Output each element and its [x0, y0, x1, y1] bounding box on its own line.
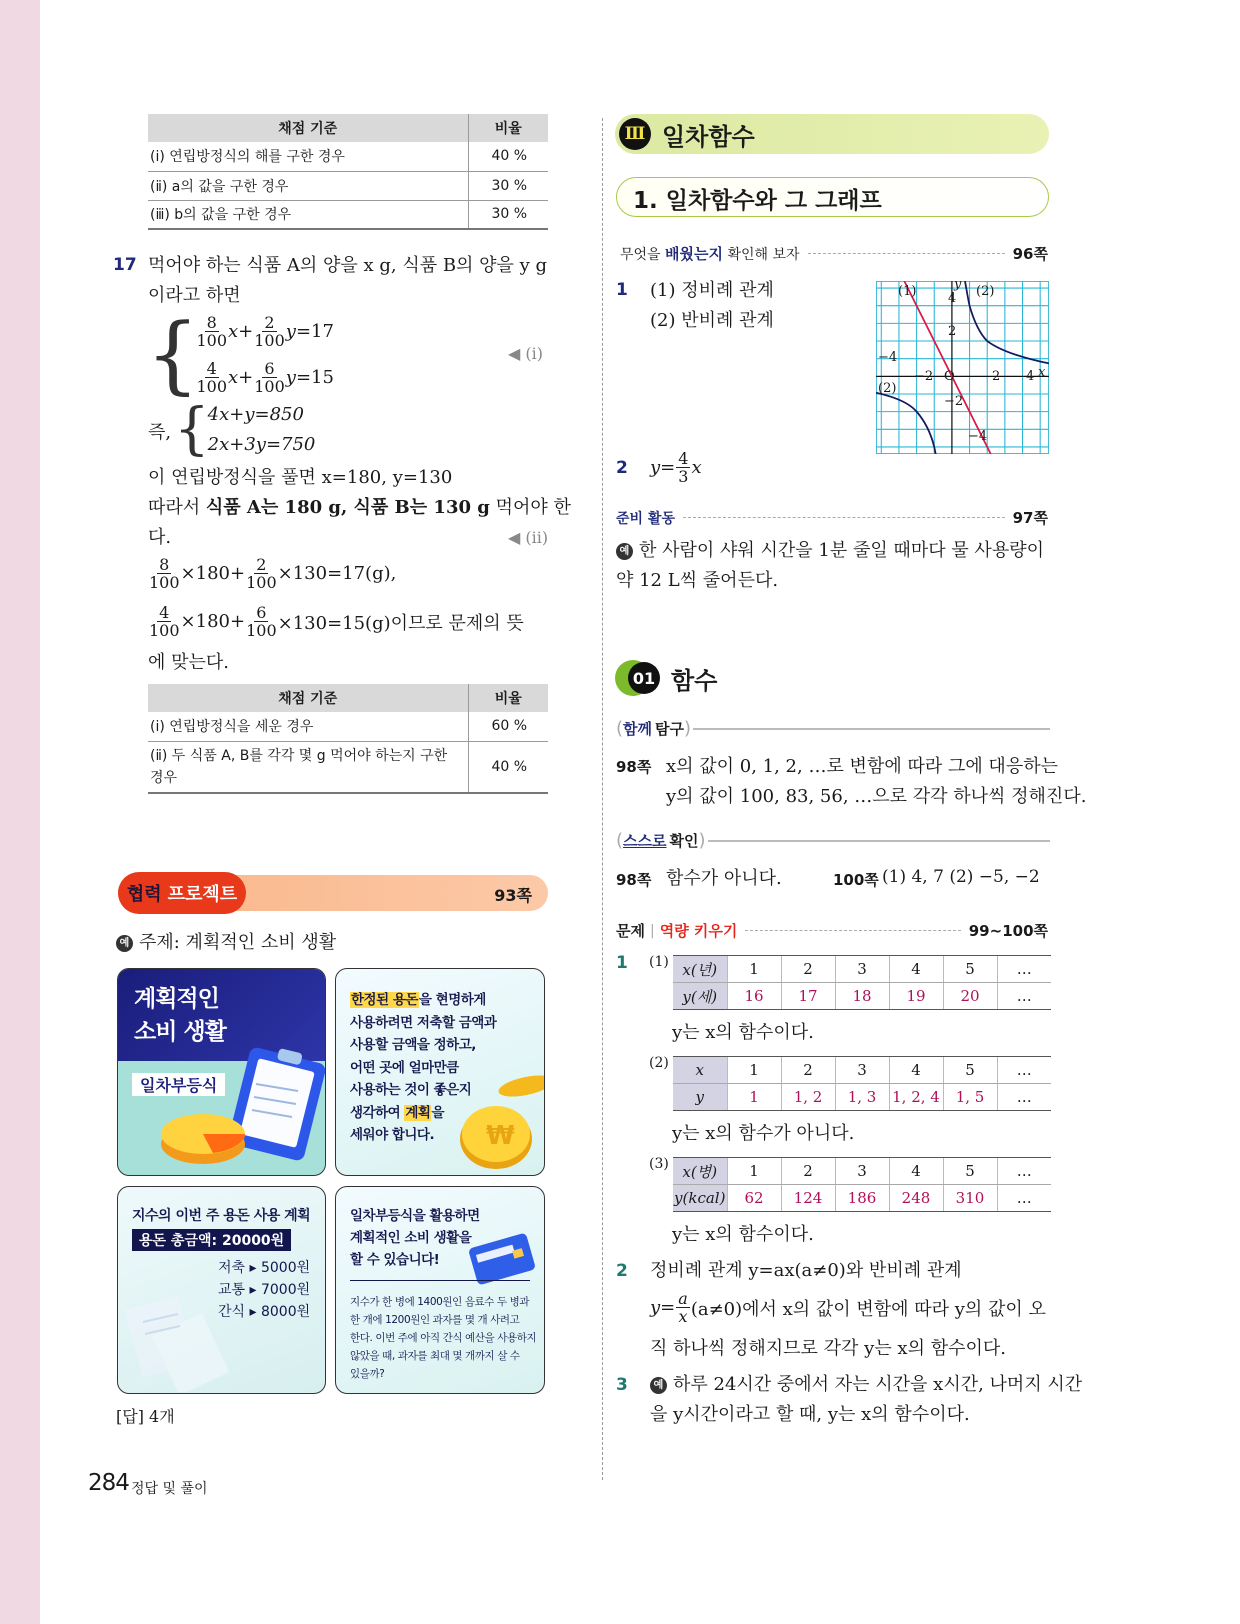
problem-2-line1: 정비례 관계 y=ax(a≠0)와 반비례 관계	[650, 1260, 962, 1281]
equation-row: $\frac{4}{100}$ x + $\frac{6}{100}$ y =15	[196, 358, 334, 396]
explore-line1: x의 값이 0, 1, 2, …로 변함에 따라 그에 대응하는	[666, 756, 1058, 777]
plan-item: 교통 ▸ 7000원	[218, 1282, 311, 1298]
section-title: 1. 일차함수와 그 그래프	[633, 188, 882, 214]
subproblem-label: (2)	[649, 1055, 669, 1071]
table-row	[148, 171, 548, 200]
clipboard-pie-illustration-icon	[158, 1039, 326, 1176]
tick-label: 4	[948, 291, 957, 306]
review-q2-number: 2	[616, 458, 628, 478]
project-card-title	[117, 968, 326, 1176]
page-ref: 98쪽	[616, 758, 652, 776]
table-row	[148, 712, 548, 741]
example-icon: 예	[650, 1377, 667, 1394]
chapter-header	[615, 114, 1049, 154]
section-header	[616, 177, 1049, 217]
page-ref: 96쪽	[1012, 245, 1048, 263]
collab-project-badge: 협력 프로젝트	[118, 872, 246, 914]
table-row	[148, 741, 548, 793]
graph-label-hyperbola: (2)	[878, 381, 897, 396]
subproblem-label: (3)	[649, 1156, 669, 1172]
card-label: 일차부등식	[132, 1073, 225, 1096]
table-header-ratio: 비율	[468, 684, 548, 712]
criterion-cell: (ⅰ) 연립방정식을 세운 경우	[148, 712, 468, 741]
prep-line1: 예 한 사람이 샤워 시간을 1분 줄일 때마다 물 사용량이	[616, 536, 1044, 566]
graph-label-line: (1)	[898, 284, 917, 299]
page-ref: 97쪽	[1012, 509, 1048, 527]
y-header: y(세)	[673, 983, 727, 1010]
problem-3-line1: 예 하루 24시간 중에서 자는 시간을 x시간, 나머지 시간	[650, 1370, 1082, 1400]
problem-1-number: 1	[616, 953, 628, 973]
criterion-cell: (ⅲ) b의 값을 구한 경우	[148, 200, 468, 229]
equation-system-1	[146, 305, 334, 403]
project-card-problem	[335, 1186, 545, 1394]
equation-row: 2x+3y=750	[207, 434, 316, 455]
problem-2-line2: y= $\frac{a}{x}$ (a≠0)에서 x의 값이 변함에 따라 y의 값이 오	[650, 1289, 1046, 1326]
column-divider	[602, 118, 603, 1480]
lesson-number-badge: 01	[628, 662, 660, 694]
svg-text:₩: ₩	[486, 1121, 515, 1151]
step-marker-ii: ◀ (ⅱ)	[508, 528, 549, 547]
y-axis-label: y	[954, 277, 962, 292]
paper-icon	[123, 1292, 243, 1392]
simplified-prefix: 즉,	[148, 422, 172, 443]
problem-3-number: 3	[616, 1375, 628, 1395]
graph-canvas	[876, 281, 1049, 454]
function-table-3: x(병) 1 2 3 4 5 … y(kcal) 62 124 186 248 310 …	[673, 1157, 1051, 1212]
brace-icon: {	[174, 397, 210, 462]
banner-page-ref: 93쪽	[494, 886, 532, 905]
table-row	[148, 142, 548, 171]
equation-system-2	[174, 397, 316, 462]
tick-label: −2	[914, 369, 934, 384]
review-q1-a: (1) 정비례 관계	[650, 280, 774, 301]
table-header-criterion: 채점 기준	[148, 684, 468, 712]
selfcheck-answer-2: (1) 4, 7 (2) −5, −2	[882, 867, 1040, 887]
table-header-criterion: 채점 기준	[148, 114, 468, 142]
footer-label: 정답 및 풀이	[131, 1481, 208, 1497]
origin-label: O	[944, 369, 955, 384]
review-subheader: 무엇을 배웠는지 확인해 보자 96쪽	[620, 245, 1048, 263]
plan-item: 간식 ▸ 8000원	[218, 1304, 311, 1320]
check-line-2: $\frac{4}{100}$ ×180+ $\frac{6}{100}$ ×130=15(g)이므로 문제의 뜻	[149, 603, 524, 640]
conclusion-line-end: 다.	[148, 527, 172, 548]
tick-label: 2	[992, 369, 1001, 384]
equation-row: $\frac{8}{100}$ x + $\frac{2}{100}$ y =17	[196, 312, 334, 350]
example-icon: 예	[116, 935, 133, 952]
graph-label-hyperbola: (2)	[976, 284, 995, 299]
table-conclusion: y는 x의 함수가 아니다.	[672, 1123, 855, 1144]
review-q1-number: 1	[616, 280, 628, 300]
prep-line2: 약 12 L씩 줄어든다.	[616, 570, 779, 591]
table-row	[148, 200, 548, 229]
example-icon: 예	[616, 543, 633, 560]
ratio-cell: 60 %	[468, 712, 548, 741]
function-table-1: x(년) 1 2 3 4 5 … y(세) 16 17 18 19 20 …	[673, 955, 1051, 1010]
table-conclusion: y는 x의 함수이다.	[672, 1224, 814, 1245]
problem-3-line2: 을 y시간이라고 할 때, y는 x의 함수이다.	[650, 1404, 970, 1425]
q17-intro-line1: 먹어야 하는 식품 A의 양을 x g, 식품 B의 양을 y g	[148, 255, 548, 276]
y-header: y	[673, 1084, 727, 1111]
explore-line2: y의 값이 100, 83, 56, …으로 각각 하나씩 정해진다.	[666, 786, 1087, 807]
tick-label: −4	[968, 429, 988, 444]
review-q2-answer: y= $\frac{4}{3}$ x	[650, 449, 702, 486]
check-line-1: $\frac{8}{100}$ ×180+ $\frac{2}{100}$ ×130=17(g),	[149, 555, 397, 592]
review-q1-b: (2) 반비례 관계	[650, 310, 774, 331]
dotted-leader	[683, 517, 1005, 518]
plan-item: 저축 ▸ 5000원	[218, 1260, 311, 1276]
check-end: 에 맞는다.	[148, 652, 229, 673]
prep-subheader: 준비 활동 97쪽	[616, 509, 1048, 527]
problem-2-number: 2	[616, 1261, 628, 1281]
problem-2-line3: 직 하나씩 정해지므로 각각 y는 x의 함수이다.	[650, 1338, 1006, 1359]
selfcheck-answer-1: 함수가 아니다.	[666, 868, 782, 889]
credit-card-icon	[466, 1232, 538, 1287]
y-header: y(kcal)	[673, 1185, 727, 1212]
page-ref: 99~100쪽	[968, 922, 1048, 940]
chapter-title: 일차함수	[662, 123, 755, 151]
dotted-leader	[808, 253, 1005, 254]
scoring-table-1	[148, 114, 548, 230]
table-header-ratio: 비율	[468, 114, 548, 142]
tick-label: 4	[1026, 369, 1035, 384]
collab-project-banner	[118, 875, 548, 911]
brace-icon: {	[146, 305, 200, 403]
divider-line	[350, 1280, 530, 1281]
project-card-advice	[335, 968, 545, 1176]
criterion-cell: (ⅱ) a의 값을 구한 경우	[148, 171, 468, 200]
page-ref: 98쪽	[616, 871, 652, 889]
conclusion-line: 따라서 식품 A는 180 g, 식품 B는 130 g 먹어야 한	[148, 497, 571, 518]
page-number: 284	[88, 1470, 129, 1496]
card-title: 계획적인 소비 생활	[134, 986, 226, 1045]
tick-label: 2	[948, 324, 957, 339]
problem-body: 지수가 한 병에 1400원인 음료수 두 병과 한 개에 1200원인 과자를 몇 개 사려고 한다. 이번 주에 아직 간식 예산을 사용하지 않았을 때, 과자를 최대 몇 개까지 살 수 있을까?	[350, 1296, 537, 1380]
x-header: x(년)	[673, 956, 727, 983]
scoring-table-2	[148, 684, 548, 794]
project-card-plan	[117, 1186, 326, 1394]
page-ref: 100쪽	[833, 871, 879, 889]
question-number-17: 17	[113, 255, 137, 275]
table-conclusion: y는 x의 함수이다.	[672, 1022, 814, 1043]
plan-total: 용돈 총금액: 20000원	[132, 1229, 291, 1251]
x-header: x(병)	[673, 1158, 727, 1185]
dotted-leader	[745, 930, 960, 931]
ratio-cell: 30 %	[468, 200, 548, 229]
project-topic: 예 주제: 계획적인 소비 생활	[116, 928, 336, 958]
card-advice-text: 한정된 용돈을 현명하게 사용하려면 저축할 금액과 사용할 금액을 정하고, 어떤 곳에 얼마만큼 사용하는 것이 좋은지 생각하여 계획을 세워야 합니다.	[350, 992, 497, 1143]
step-marker-i: ◀ (ⅰ)	[508, 344, 543, 363]
problems-subheader: 문제 | 역량 키우기 99~100쪽	[616, 922, 1048, 940]
tick-label: −4	[878, 350, 898, 365]
q17-intro-line2: 이라고 하면	[148, 285, 241, 306]
lesson-header	[615, 660, 717, 696]
explore-subheader: ( 함께 탐구 )	[616, 718, 1050, 739]
tick-label: −2	[944, 394, 964, 409]
criterion-cell: (ⅱ) 두 식품 A, B를 각각 몇 g 먹어야 하는지 구한 경우	[148, 741, 468, 793]
function-graph	[876, 277, 1049, 454]
ratio-cell: 40 %	[468, 741, 548, 793]
x-header: x	[673, 1057, 727, 1084]
x-axis-label: x	[1038, 365, 1046, 380]
solve-line: 이 연립방정식을 풀면 x=180, y=130	[148, 467, 453, 488]
problem-heading: 일차부등식을 활용하면 계획적인 소비 생활을 할 수 있습니다!	[350, 1208, 480, 1268]
selfcheck-subheader: ( 스스로 확인 )	[616, 830, 1050, 851]
ratio-cell: 40 %	[468, 142, 548, 171]
page-margin-strip	[0, 0, 40, 1624]
plan-title: 지수의 이번 주 용돈 사용 계획	[132, 1208, 311, 1224]
project-answer: [답] 4개	[116, 1407, 175, 1426]
ratio-cell: 30 %	[468, 171, 548, 200]
function-table-2: x 1 2 3 4 5 … y 1 1, 2 1, 3 1, 2, 4 1, 5 …	[673, 1056, 1051, 1111]
criterion-cell: (ⅰ) 연립방정식의 해를 구한 경우	[148, 142, 468, 171]
lesson-title: 함수	[671, 666, 718, 695]
chapter-number-badge: Ⅲ	[619, 118, 651, 150]
coin-icon	[446, 1064, 545, 1176]
subproblem-label: (1)	[649, 954, 669, 970]
equation-row: 4x+y=850	[207, 404, 304, 425]
